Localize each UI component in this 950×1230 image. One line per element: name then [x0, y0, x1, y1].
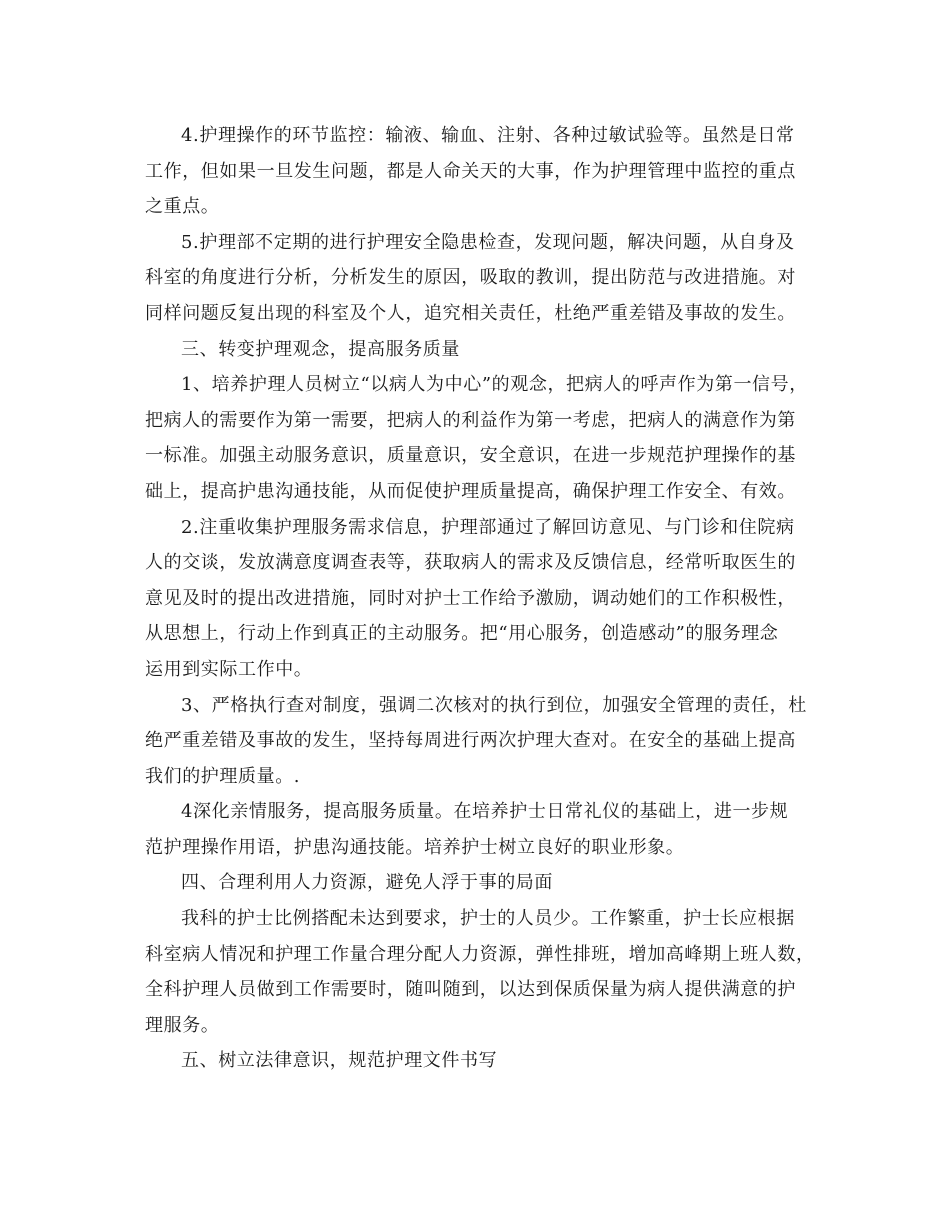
text-line: 4.护理操作的环节监控：输液、输血、注射、各种过敏试验等。虽然是日常	[181, 125, 795, 146]
text-line: 2.注重收集护理服务需求信息，护理部通过了解回访意见、与门诊和住院病	[181, 516, 795, 538]
text-line: 从思想上，行动上作到真正的主动服务。把“用心服务，创造感动”的服务理念	[145, 623, 779, 645]
text-line: 5.护理部不定期的进行护理安全隐患检查，发现问题，解决问题，从自身及	[181, 231, 795, 253]
text-line: 全科护理人员做到工作需要时，随叫随到，以达到保质保量为病人提供满意的护	[145, 979, 796, 1001]
text-line: 理服务。	[145, 1014, 220, 1036]
text-line: 工作，但如果一旦发生问题，都是人命关天的大事，作为护理管理中监控的重点	[145, 160, 796, 182]
section-heading: 四、合理利用人力资源，避免人浮于事的局面	[181, 872, 553, 894]
text-line: 一标准。加强主动服务意识，质量意识，安全意识，在进一步规范护理操作的基	[145, 445, 796, 467]
text-line: 范护理操作用语，护患沟通技能。培养护士树立良好的职业形象。	[145, 836, 685, 858]
text-line: 运用到实际工作中。	[145, 658, 313, 680]
section-heading: 三、转变护理观念，提高服务质量	[181, 338, 460, 360]
text-line: 4深化亲情服务，提高服务质量。在培养护士日常礼仪的基础上，进一步规	[181, 801, 789, 823]
text-line: 人的交谈，发放满意度调查表等，获取病人的需求及反馈信息，经常听取医生的	[145, 552, 796, 574]
text-line: 础上，提高护患沟通技能，从而促使护理质量提高，确保护理工作安全、有效。	[145, 480, 796, 502]
text-line: 科室的角度进行分析，分析发生的原因，吸取的教训，提出防范与改进措施。对	[145, 267, 796, 289]
text-line: 同样问题反复出现的科室及个人，追究相关责任，杜绝严重差错及事故的发生。	[145, 302, 796, 324]
section-heading: 五、树立法律意识，规范护理文件书写	[181, 1050, 498, 1072]
text-line: 意见及时的提出改进措施，同时对护士工作给予激励，调动她们的工作积极性，	[145, 587, 796, 609]
document-body	[145, 118, 825, 1079]
text-line: 我科的护士比例搭配未达到要求，护士的人员少。工作繁重，护士长应根据	[181, 908, 795, 930]
text-line: 把病人的需要作为第一需要，把病人的利益作为第一考虑，把病人的满意作为第	[145, 409, 796, 431]
text-line: 绝严重差错及事故的发生，坚持每周进行两次护理大查对。在安全的基础上提高	[145, 730, 796, 752]
text-line: 1、培养护理人员树立“以病人为中心”的观念，把病人的呼声作为第一信号，	[181, 374, 808, 396]
text-line: 科室病人情况和护理工作量合理分配人力资源，弹性排班，增加高峰期上班人数，	[145, 943, 815, 965]
text-line: 我们的护理质量。.	[145, 765, 301, 787]
text-line: 之重点。	[145, 196, 220, 218]
text-line: 3、严格执行查对制度，强调二次核对的执行到位，加强安全管理的责任，杜	[181, 694, 807, 716]
